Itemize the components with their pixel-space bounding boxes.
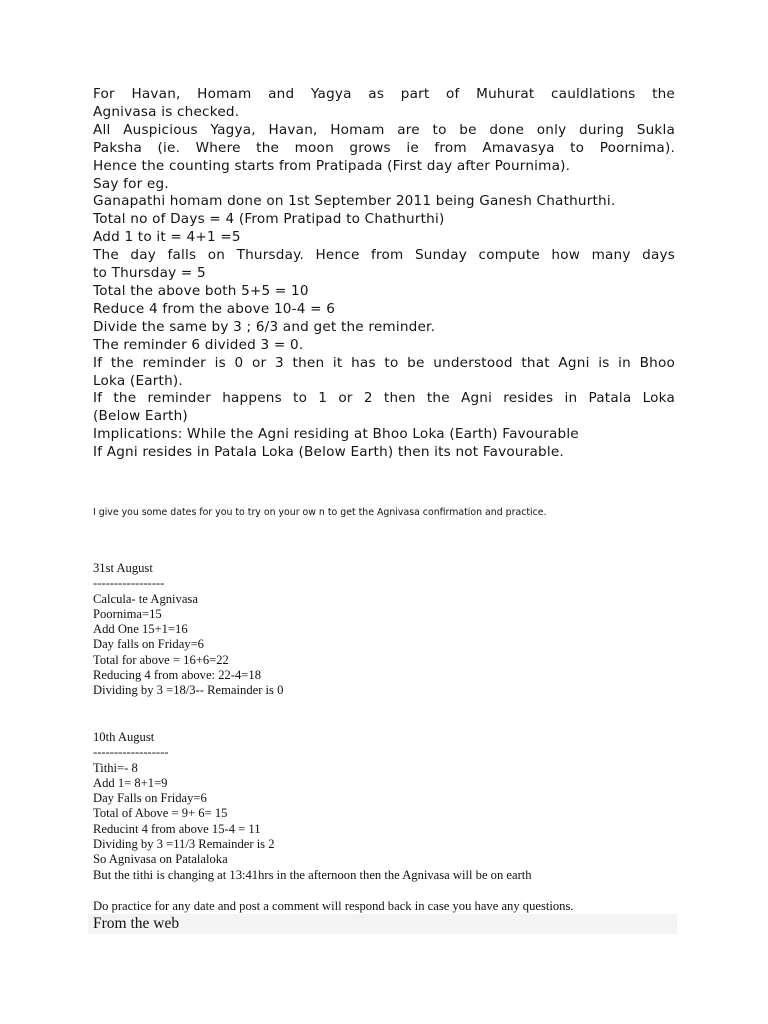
- example-line: -----------------: [93, 576, 165, 591]
- example-line: But the tithi is changing at 13:41hrs in the afternoon then the Agnivasa will be on earth: [93, 867, 532, 882]
- example-line: Total for above = 16+6=22: [93, 652, 229, 667]
- practice-note: I give you some dates for you to try on your ow n to get the Agnivasa confirmation and practice.: [93, 507, 547, 518]
- example-line: Tithi=- 8: [93, 760, 138, 775]
- intro-line: Implications: While the Agni residing at Bhoo Loka (Earth) Favourable: [93, 426, 579, 443]
- example-line: Dividing by 3 =18/3-- Remainder is 0: [93, 683, 284, 698]
- intro-line: If Agni resides in Patala Loka (Below Earth) then its not Favourable.: [93, 444, 564, 461]
- example-line: Day falls on Friday=6: [93, 637, 204, 652]
- intro-line: (Below Earth): [93, 408, 188, 425]
- example-line: Add One 15+1=16: [93, 622, 188, 637]
- intro-line: All Auspicious Yagya, Havan, Homam are to be done only during Sukla: [93, 121, 675, 138]
- example-line: Poornima=15: [93, 606, 162, 621]
- intro-line: If the reminder happens to 1 or 2 then the Agni resides in Patala Loka: [93, 390, 675, 407]
- example-line: Reducing 4 from above: 22-4=18: [93, 668, 261, 683]
- example-line: 10th August: [93, 730, 155, 744]
- example-line: Add 1= 8+1=9: [93, 775, 168, 790]
- intro-line: For Havan, Homam and Yagya as part of Muhurat cauldlations the: [93, 86, 675, 102]
- intro-line: Add 1 to it = 4+1 =5: [93, 229, 241, 246]
- example-line: Dividing by 3 =11/3 Remainder is 2: [93, 837, 275, 852]
- example-line: Reducint 4 from above 15-4 = 11: [93, 821, 261, 836]
- intro-line: The reminder 6 divided 3 = 0.: [93, 336, 304, 353]
- example-31st-august: [93, 561, 693, 699]
- intro-line: Hence the counting starts from Pratipada (First day after Pournima).: [93, 157, 571, 174]
- example-line: 31st August: [93, 561, 153, 575]
- intro-line: Divide the same by 3 ; 6/3 and get the reminder.: [93, 318, 436, 335]
- agnivasa-explanation: [93, 86, 675, 462]
- intro-line: Reduce 4 from the above 10-4 = 6: [93, 300, 336, 317]
- from-the-web-bar: [88, 914, 677, 934]
- intro-line: The day falls on Thursday. Hence from Sunday compute how many days: [93, 247, 675, 264]
- intro-line: Total no of Days = 4 (From Pratipad to Chathurthi): [93, 211, 445, 228]
- example-10th-august: [93, 730, 693, 883]
- example-line: ------------------: [93, 745, 169, 760]
- intro-line: Loka (Earth).: [93, 372, 183, 389]
- intro-line: If the reminder is 0 or 3 then it has to be understood that Agni is in Bhoo: [93, 354, 675, 371]
- closing-text: Do practice for any date and post a comment will respond back in case you have any questions.: [93, 899, 574, 913]
- from-the-web-heading: From the web: [93, 915, 180, 932]
- intro-line: Paksha (ie. Where the moon grows ie from Amavasya to Poornima).: [93, 139, 675, 156]
- example-line: Total of Above = 9+ 6= 15: [93, 806, 228, 821]
- example-line: Day Falls on Friday=6: [93, 791, 207, 806]
- intro-line: Agnivasa is checked.: [93, 103, 240, 120]
- example-line: Calcula- te Agnivasa: [93, 591, 198, 606]
- intro-line: Ganapathi homam done on 1st September 2011 being Ganesh Chathurthi.: [93, 193, 616, 210]
- example-line: So Agnivasa on Patalaloka: [93, 852, 228, 867]
- intro-line: Total the above both 5+5 = 10: [93, 282, 309, 299]
- intro-line: Say for eg.: [93, 175, 169, 192]
- intro-line: to Thursday = 5: [93, 265, 206, 282]
